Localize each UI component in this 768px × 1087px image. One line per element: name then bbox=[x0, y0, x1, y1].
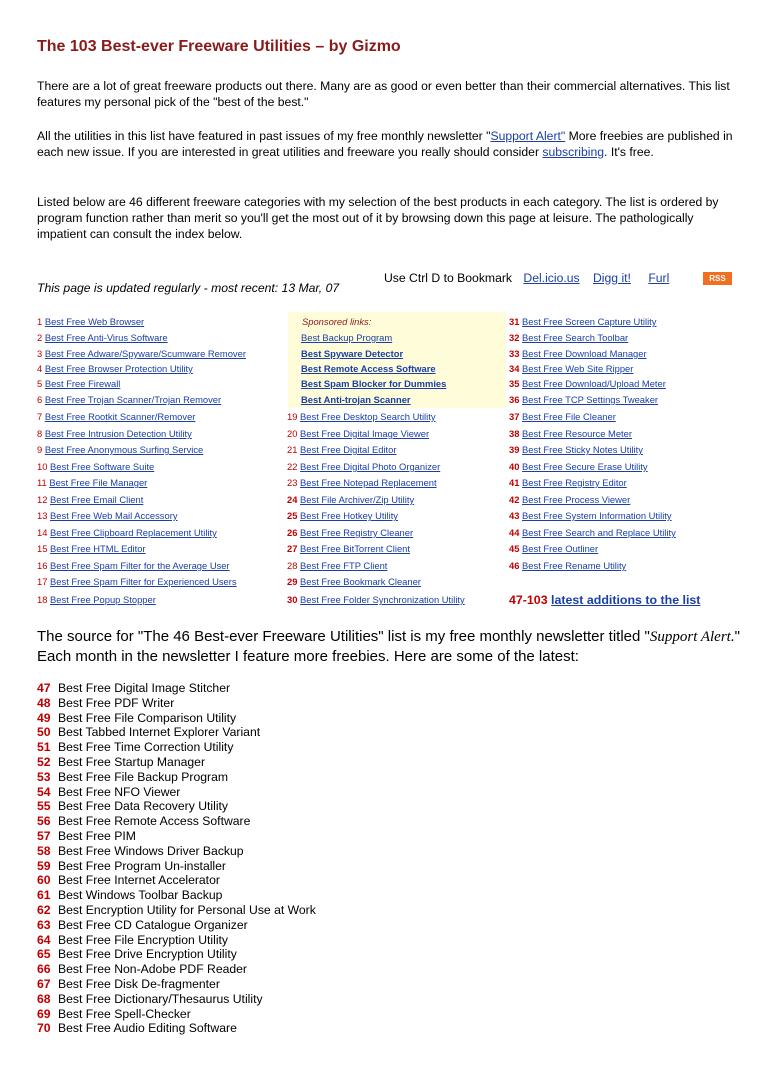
index-item-link[interactable]: Best Free Desktop Search Utility bbox=[300, 411, 436, 422]
index-item-link[interactable]: Best Free Web Browser bbox=[44, 316, 145, 327]
index-item-link[interactable]: Best Free Outliner bbox=[522, 543, 599, 554]
index-item bbox=[287, 576, 421, 588]
index-item bbox=[509, 494, 630, 506]
list-item bbox=[37, 977, 316, 992]
index-item bbox=[509, 477, 627, 489]
index-item bbox=[509, 560, 626, 572]
list-item-title: Best Free Dictionary/Thesaurus Utility bbox=[58, 991, 263, 1006]
index-item-number: 30 bbox=[287, 594, 298, 605]
index-item-link[interactable]: Best Free Browser Protection Utility bbox=[44, 363, 193, 374]
sponsored-link-item bbox=[301, 348, 403, 360]
list-item bbox=[37, 770, 316, 785]
index-item-link[interactable]: Best Free Spam Filter for the Average User bbox=[50, 560, 230, 571]
index-item bbox=[509, 394, 658, 406]
index-item-link[interactable]: Best Free Download Manager bbox=[522, 348, 647, 359]
list-item bbox=[37, 681, 316, 696]
index-item bbox=[509, 510, 672, 522]
index-item bbox=[509, 543, 598, 555]
index-item-number: 23 bbox=[287, 477, 298, 488]
index-item-number: 42 bbox=[509, 494, 520, 505]
index-item-number: 24 bbox=[287, 494, 298, 505]
index-item bbox=[509, 363, 633, 375]
index-item-number: 37 bbox=[509, 411, 520, 422]
index-item bbox=[509, 316, 656, 328]
list-item bbox=[37, 696, 316, 711]
sponsored-link-item bbox=[301, 332, 392, 344]
index-item-link[interactable]: Best Free Rename Utility bbox=[522, 560, 627, 571]
index-item bbox=[37, 560, 230, 572]
index-item bbox=[509, 411, 616, 423]
index-item-link[interactable]: Best Free Anonymous Surfing Service bbox=[44, 444, 204, 455]
latest-additions bbox=[509, 593, 700, 607]
list-item bbox=[37, 799, 316, 814]
index-item-link[interactable]: Best Free Software Suite bbox=[50, 461, 155, 472]
index-item-number: 3 bbox=[37, 348, 43, 359]
digg-link[interactable]: Digg it! bbox=[593, 271, 631, 285]
list-item-title: Best Free NFO Viewer bbox=[58, 784, 181, 799]
index-item-link[interactable]: Best Free System Information Utility bbox=[522, 510, 672, 521]
list-item bbox=[37, 888, 316, 903]
list-item bbox=[37, 725, 316, 740]
index-item bbox=[37, 332, 168, 344]
list-item bbox=[37, 933, 316, 948]
index-item bbox=[509, 444, 643, 456]
index-item-number: 20 bbox=[287, 428, 298, 439]
list-item bbox=[37, 873, 316, 888]
list-item-number: 50 bbox=[37, 725, 51, 740]
index-item bbox=[37, 477, 147, 489]
index-item bbox=[509, 461, 648, 473]
index-item-number: 17 bbox=[37, 576, 48, 587]
list-item bbox=[37, 947, 316, 962]
index-item-link[interactable]: Best Free Registry Cleaner bbox=[300, 527, 414, 538]
index-item-link[interactable]: Best Free BitTorrent Client bbox=[300, 543, 410, 554]
index-item-number: 32 bbox=[509, 332, 520, 343]
index-item-number: 16 bbox=[37, 560, 48, 571]
index-item bbox=[287, 477, 437, 489]
list-item-number: 58 bbox=[37, 843, 51, 858]
index-item-link[interactable]: Best Free HTML Editor bbox=[50, 543, 146, 554]
list-item-number: 57 bbox=[37, 828, 51, 843]
index-item-number: 2 bbox=[37, 332, 43, 343]
list-item-number: 51 bbox=[37, 740, 51, 755]
index-item-number: 19 bbox=[287, 411, 298, 422]
list-item-title: Best Encryption Utility for Personal Use at Work bbox=[58, 902, 316, 917]
index-item-link[interactable]: Best Free Search Toolbar bbox=[522, 332, 629, 343]
index-item bbox=[287, 428, 429, 440]
index-item-number: 18 bbox=[37, 594, 48, 605]
index-item-number: 40 bbox=[509, 461, 520, 472]
index-item-link[interactable]: Best Free Resource Meter bbox=[522, 428, 632, 439]
list-item bbox=[37, 992, 316, 1007]
list-item-number: 63 bbox=[37, 917, 51, 932]
index-item-number: 41 bbox=[509, 477, 520, 488]
index-item-number: 1 bbox=[37, 316, 43, 327]
list-item-number: 47 bbox=[37, 681, 51, 695]
index-item-link[interactable]: Best Free Process Viewer bbox=[522, 494, 631, 505]
list-item-title: Best Free Non-Adobe PDF Reader bbox=[58, 962, 247, 977]
list-item-number: 52 bbox=[37, 754, 51, 769]
index-item-link[interactable]: Best Free Sticky Notes Utility bbox=[522, 444, 643, 455]
list-item-title: Best Free Spell-Checker bbox=[58, 1006, 191, 1021]
index-item-number: 36 bbox=[509, 394, 520, 405]
list-item-number: 62 bbox=[37, 902, 51, 917]
list-item-title: Best Free Internet Accelerator bbox=[58, 873, 220, 888]
list-item bbox=[37, 755, 316, 770]
list-item-title: Best Free Program Un-installer bbox=[58, 858, 226, 873]
list-item-title: Best Free Disk De-fragmenter bbox=[58, 976, 220, 991]
index-item-number: 14 bbox=[37, 527, 48, 538]
index-item bbox=[37, 576, 237, 588]
index-item-link[interactable]: Best Free Anti-Virus Software bbox=[44, 332, 168, 343]
list-item-title: Best Free File Comparison Utility bbox=[58, 710, 237, 725]
list-item bbox=[37, 962, 316, 977]
sponsored-link-item bbox=[301, 378, 446, 390]
index-item-link[interactable]: Best Free Digital Photo Organizer bbox=[300, 461, 441, 472]
index-item bbox=[509, 378, 666, 390]
sponsored-link[interactable]: Best Backup Program bbox=[301, 332, 393, 343]
index-item-number: 21 bbox=[287, 444, 298, 455]
index-item bbox=[287, 510, 398, 522]
list-item bbox=[37, 844, 316, 859]
index-item bbox=[37, 527, 217, 539]
index-item bbox=[287, 543, 410, 555]
sponsored-label: Sponsored links: bbox=[302, 316, 372, 327]
index-item-link[interactable]: Best Free Hotkey Utility bbox=[300, 510, 398, 521]
index-item-link[interactable]: Best Free Screen Capture Utility bbox=[522, 316, 657, 327]
list-item-title: Best Free Time Correction Utility bbox=[58, 740, 234, 755]
index-item-link[interactable]: Best Free Registry Editor bbox=[522, 477, 627, 488]
index-item-number: 34 bbox=[509, 363, 520, 374]
list-item-number: 60 bbox=[37, 873, 51, 888]
subscribing-link[interactable]: subscribing bbox=[542, 145, 605, 159]
index-item-number: 15 bbox=[37, 543, 48, 554]
index-item-number: 12 bbox=[37, 494, 48, 505]
index-item bbox=[287, 444, 396, 456]
index-item-number: 22 bbox=[287, 461, 298, 472]
updated-notice: This page is updated regularly - most recent: 13 Mar, 07 bbox=[37, 281, 340, 295]
index-item-number: 39 bbox=[509, 444, 520, 455]
index-item-number: 10 bbox=[37, 461, 48, 472]
intro-text-c: . It's free. bbox=[604, 145, 654, 159]
index-item-number: 31 bbox=[509, 316, 520, 327]
list-item-number: 61 bbox=[37, 888, 51, 903]
index-item bbox=[37, 494, 143, 506]
list-item-number: 59 bbox=[37, 858, 51, 873]
index-item-link[interactable]: Best Free Spam Filter for Experienced Users bbox=[50, 576, 237, 587]
index-item-link[interactable]: Best Free Digital Editor bbox=[300, 444, 397, 455]
list-item-number: 49 bbox=[37, 710, 51, 725]
list-item-title: Best Free Windows Driver Backup bbox=[58, 843, 244, 858]
index-item-number: 25 bbox=[287, 510, 298, 521]
index-item-link[interactable]: Best Free Intrusion Detection Utility bbox=[44, 428, 192, 439]
intro-text-a: All the utilities in this list have featured in past issues of my free monthly newsletter " bbox=[37, 129, 491, 143]
index-item bbox=[509, 527, 676, 539]
index-item-number: 26 bbox=[287, 527, 298, 538]
index-item bbox=[37, 428, 192, 440]
index-item bbox=[37, 543, 146, 555]
list-item-number: 69 bbox=[37, 1006, 51, 1021]
index-item bbox=[37, 461, 154, 473]
index-item-link[interactable]: Best Free Digital Image Viewer bbox=[300, 428, 430, 439]
sponsored-link-item bbox=[301, 394, 411, 406]
furl-link[interactable]: Furl bbox=[648, 271, 670, 285]
index-item-number: 6 bbox=[37, 394, 43, 405]
index-item-number: 8 bbox=[37, 428, 43, 439]
index-item-link[interactable]: Best Free Rootkit Scanner/Remover bbox=[44, 411, 196, 422]
list-item bbox=[37, 1007, 316, 1022]
index-item bbox=[287, 461, 440, 473]
index-item-number: 29 bbox=[287, 576, 298, 587]
support-alert-link[interactable]: Support Alert" bbox=[490, 129, 566, 143]
list-item bbox=[37, 859, 316, 874]
source-text-b: " Each month in the newsletter I feature more freebies. Here are some of the latest: bbox=[37, 628, 740, 665]
index-item-link[interactable]: Best Free Trojan Scanner/Trojan Remover bbox=[44, 394, 222, 405]
list-item-number: 66 bbox=[37, 962, 51, 977]
index-item-link[interactable]: Best Free Web Site Ripper bbox=[522, 363, 634, 374]
newsletter-name: Support Alert. bbox=[649, 629, 735, 645]
index-item bbox=[37, 378, 120, 390]
index-item bbox=[37, 510, 178, 522]
index-item-link[interactable]: Best Free Popup Stopper bbox=[50, 594, 156, 605]
index-item-number: 35 bbox=[509, 378, 520, 389]
list-item-title: Best Free Drive Encryption Utility bbox=[58, 947, 237, 962]
list-item-number: 54 bbox=[37, 784, 51, 799]
bookmark-label: Use Ctrl D to Bookmark bbox=[384, 271, 512, 285]
index-item-link[interactable]: Best Free Web Mail Accessory bbox=[50, 510, 178, 521]
index-item-number: 43 bbox=[509, 510, 520, 521]
index-item-link[interactable]: Best Free File Cleaner bbox=[522, 411, 616, 422]
index-item-number: 46 bbox=[509, 560, 520, 571]
index-item-link[interactable]: Best Free Secure Erase Utility bbox=[522, 461, 648, 472]
index-item-number: 7 bbox=[37, 411, 43, 422]
index-item-link[interactable]: Best Free Folder Synchronization Utility bbox=[300, 594, 465, 605]
index-item bbox=[287, 494, 414, 506]
list-item-title: Best Free File Backup Program bbox=[58, 769, 229, 784]
list-item-number: 68 bbox=[37, 991, 51, 1006]
list-item bbox=[37, 918, 316, 933]
index-item bbox=[37, 394, 221, 406]
list-item-number: 65 bbox=[37, 947, 51, 962]
list-item-title: Best Free PIM bbox=[58, 828, 136, 843]
list-item bbox=[37, 711, 316, 726]
list-item-title: Best Free Data Recovery Utility bbox=[58, 799, 229, 814]
delicious-link[interactable]: Del.icio.us bbox=[523, 271, 580, 285]
index-item-link[interactable]: Best Free TCP Settings Tweaker bbox=[522, 394, 659, 405]
sponsored-link[interactable]: Best Anti-trojan Scanner bbox=[301, 394, 411, 405]
list-item-title: Best Free Remote Access Software bbox=[58, 814, 251, 829]
index-item bbox=[509, 348, 647, 360]
index-item-link[interactable]: Best File Archiver/Zip Utility bbox=[300, 494, 415, 505]
index-item-number: 27 bbox=[287, 543, 298, 554]
list-item-title: Best Free Audio Editing Software bbox=[58, 1021, 237, 1036]
list-item-title: Best Free Startup Manager bbox=[58, 754, 205, 769]
intro-paragraph-3: Listed below are 46 different freeware categories with my selection of the best products in each category. The list is ordered by program function rather than merit so you'll get the most out of it by browsing down this page at leisure. The pathologically impatient can consult the index below. bbox=[37, 195, 719, 241]
list-item-title: Best Free CD Catalogue Organizer bbox=[58, 917, 248, 932]
list-item-number: 55 bbox=[37, 799, 51, 814]
source-text-a: The source for "The 46 Best-ever Freeware Utilities" list is my free monthly newsletter titled " bbox=[37, 628, 650, 645]
list-item-title: Best Free Digital Image Stitcher bbox=[58, 681, 231, 695]
list-item bbox=[37, 829, 316, 844]
index-item-number: 13 bbox=[37, 510, 48, 521]
additions-range: 47-103 bbox=[509, 593, 548, 607]
list-item-title: Best Free File Encryption Utility bbox=[58, 932, 229, 947]
index-item-number: 4 bbox=[37, 363, 43, 374]
index-item bbox=[287, 594, 465, 606]
index-item-number: 45 bbox=[509, 543, 520, 554]
index-item bbox=[287, 411, 436, 423]
index-item-number: 5 bbox=[37, 378, 43, 389]
list-item-number: 64 bbox=[37, 932, 51, 947]
index-item-number: 9 bbox=[37, 444, 43, 455]
index-item-link[interactable]: Best Free FTP Client bbox=[300, 560, 388, 571]
index-item bbox=[287, 560, 387, 572]
intro-text-b: More freebies are published in each new issue. If you are interested in great utilities and freeware you really should consider bbox=[37, 129, 733, 159]
index-item-number: 28 bbox=[287, 560, 298, 571]
index-item bbox=[37, 316, 144, 328]
list-item bbox=[37, 785, 316, 800]
index-item-number: 38 bbox=[509, 428, 520, 439]
index-item-link[interactable]: Best Free Search and Replace Utility bbox=[522, 527, 676, 538]
index-item bbox=[37, 411, 195, 423]
index-item-number: 33 bbox=[509, 348, 520, 359]
index-item-number: 44 bbox=[509, 527, 520, 538]
sponsored-link[interactable]: Best Spam Blocker for Dummies bbox=[301, 378, 447, 389]
index-item-link[interactable]: Best Free Email Client bbox=[50, 494, 144, 505]
list-item-number: 67 bbox=[37, 976, 51, 991]
list-item-title: Best Free PDF Writer bbox=[58, 695, 175, 710]
page-title: The 103 Best-ever Freeware Utilities – by Gizmo bbox=[37, 38, 401, 55]
sponsored-link[interactable]: Best Spyware Detector bbox=[301, 348, 404, 359]
list-item-number: 48 bbox=[37, 695, 51, 710]
index-item-link[interactable]: Best Free File Manager bbox=[49, 477, 148, 488]
index-item-link[interactable]: Best Free Adware/Spyware/Scumware Remover bbox=[44, 348, 246, 359]
index-item-number: 11 bbox=[37, 477, 47, 488]
index-item-link[interactable]: Best Free Clipboard Replacement Utility bbox=[50, 527, 217, 538]
sponsored-link[interactable]: Best Remote Access Software bbox=[301, 363, 436, 374]
index-item bbox=[37, 348, 246, 360]
source-paragraph bbox=[37, 627, 747, 666]
list-item-title: Best Tabbed Internet Explorer Variant bbox=[58, 725, 261, 740]
index-item bbox=[37, 594, 156, 606]
index-item-link[interactable]: Best Free Firewall bbox=[44, 378, 121, 389]
index-item bbox=[287, 527, 413, 539]
index-item-link[interactable]: Best Free Notepad Replacement bbox=[300, 477, 437, 488]
index-item bbox=[509, 428, 632, 440]
list-item-number: 70 bbox=[37, 1021, 51, 1036]
index-item bbox=[37, 363, 193, 375]
index-item bbox=[37, 444, 203, 456]
list-item bbox=[37, 814, 316, 829]
list-item bbox=[37, 1021, 316, 1036]
index-item-link[interactable]: Best Free Download/Upload Meter bbox=[522, 378, 666, 389]
index-item bbox=[509, 332, 628, 344]
sponsored-link-item bbox=[301, 363, 436, 375]
intro-paragraph-2 bbox=[37, 128, 737, 160]
intro-paragraph-1: There are a lot of great freeware products out there. Many are as good or even better than their commercial alternatives. This list features my personal pick of the "best of the best." bbox=[37, 79, 730, 109]
bookmark-bar bbox=[384, 271, 669, 285]
latest-additions-link[interactable]: latest additions to the list bbox=[551, 593, 701, 607]
latest-list bbox=[37, 681, 316, 1036]
list-item bbox=[37, 740, 316, 755]
list-item-number: 56 bbox=[37, 814, 51, 829]
list-item-number: 53 bbox=[37, 769, 51, 784]
list-item-title: Best Windows Toolbar Backup bbox=[58, 888, 223, 903]
list-item bbox=[37, 903, 316, 918]
rss-icon[interactable]: RSS bbox=[703, 272, 732, 285]
index-item-link[interactable]: Best Free Bookmark Cleaner bbox=[300, 576, 421, 587]
